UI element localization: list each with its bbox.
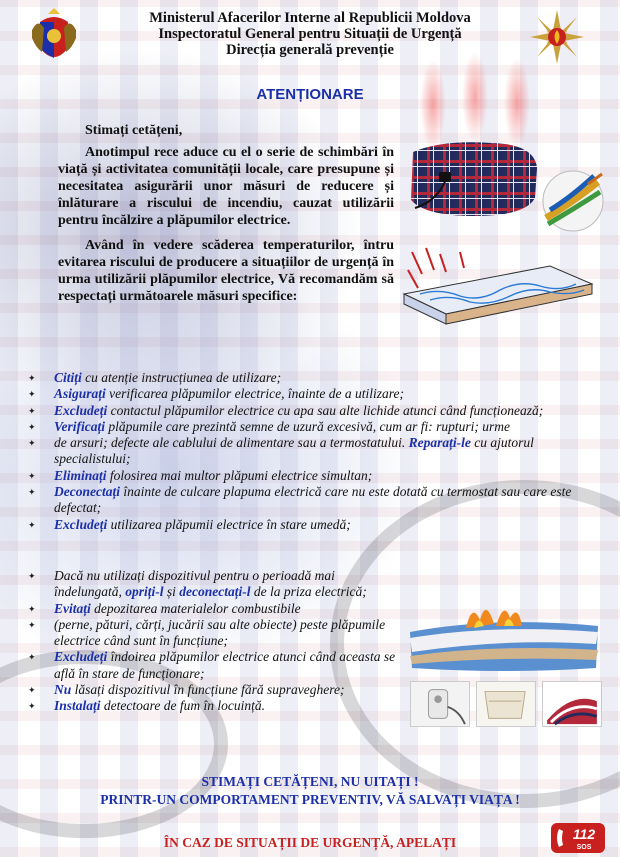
burning-blanket-photo xyxy=(406,598,602,674)
list-item: ✦ de arsuri; defecte ale cablului de alimentare sau a termostatului. Reparați-le cu ajutorul specialistului; xyxy=(26,435,602,468)
intro-paragraph-1: Anotimpul rece aduce cu el o serie de schimbări în viață și activitatea comunității locale, care presupune și necesitatea asigurării unor măsuri de reducere și înlăturare a riscului de incendiu, cauzat utilizării pentru încălzire a plăpumilor electrice. xyxy=(58,145,394,228)
list-item: ✦ (perne, pături, cărți, jucării sau alte obiecte) peste plăpumile electrice când sunt în funcțiune; xyxy=(26,617,396,650)
footer-emergency-call: ÎN CAZ DE SITUAȚII DE URGENȚĂ, APELAȚI xyxy=(163,835,457,850)
footer-slogan: PRINTR-UN COMPORTAMENT PREVENTIV, VĂ SALVAȚI VIAȚA ! xyxy=(100,792,520,807)
ministry-name: Ministerul Afacerilor Interne al Republicii Moldova xyxy=(149,10,471,26)
list-item: ✦ Citiți cu atenție instrucțiunea de utilizare; xyxy=(26,370,602,386)
heat-glow xyxy=(504,58,530,148)
list-item: ✦ Dacă nu utilizați dispozitivul pentru o perioadă mai îndelungată, opriți-l și deconectați-l de la priza electrică; xyxy=(26,568,396,601)
list-item: ✦ Nu lăsați dispozitivul în funcțiune fără supraveghere; xyxy=(26,682,396,698)
cable-wires-illustration xyxy=(540,170,606,232)
list-item: ✦ Evitați depozitarea materialelor combustibile xyxy=(26,601,396,617)
additional-measures-list xyxy=(26,568,396,715)
blanket-photo-thumbnails xyxy=(410,681,606,727)
safety-measures-list xyxy=(26,370,602,533)
notice-title: ATENȚIONARE xyxy=(256,86,364,103)
heating-element-diagram xyxy=(400,244,596,334)
intro-text xyxy=(58,122,394,305)
inspectorate-name: Inspectoratul General pentru Situații de Urgență xyxy=(158,26,462,42)
folded-blanket-thumbnail xyxy=(476,681,536,727)
control-plug-thumbnail xyxy=(410,681,470,727)
list-item: ✦ Verificați plăpumile care prezintă semne de uzură excesivă, cum ar fi: rupturi; urme xyxy=(26,419,602,435)
list-item: ✦ Instalați detectoare de fum în locuință. xyxy=(26,698,396,714)
list-item: ✦ Asigurați verificarea plăpumilor electrice, înainte de a utilizare; xyxy=(26,386,602,402)
list-item: ✦ Excludeți îndoirea plăpumilor electrice atunci când aceasta se află în stare de funcționare; xyxy=(26,649,396,682)
list-item: ✦ Eliminați folosirea mai multor plăpumi electrice simultan; xyxy=(26,468,602,484)
list-item: ✦ Deconectați înainte de culcare plapuma electrică care nu este dotată cu termostat sau care este defectat; xyxy=(26,484,602,517)
intro-paragraph-2: Având în vedere scăderea temperaturilor, întru evitarea riscului de producere a situațiilor de urgență în urma utilizării plăpumilor electrice, Vă recomandăm să respectați următoarele măsuri specifice: xyxy=(58,238,394,304)
directorate-name: Direcția generală prevenție xyxy=(226,42,394,58)
greeting: Stimați cetățeni, xyxy=(85,123,183,138)
sos-number: 112 xyxy=(572,826,596,842)
list-item: ✦ Excludeți utilizarea plăpumii electrice în stare umedă; xyxy=(26,517,602,533)
sos-label: SOS xyxy=(576,844,592,851)
electric-blanket-illustration xyxy=(405,138,543,220)
striped-blanket-thumbnail xyxy=(542,681,602,727)
list-item: ✦ Excludeți contactul plăpumilor electrice cu apa sau alte lichide atunci când funcționează; xyxy=(26,403,602,419)
emergency-112-phone-icon xyxy=(551,823,605,853)
heat-glow xyxy=(420,60,446,150)
footer-reminder: STIMAȚI CETĂȚENI, NU UITAȚI ! xyxy=(201,774,419,789)
